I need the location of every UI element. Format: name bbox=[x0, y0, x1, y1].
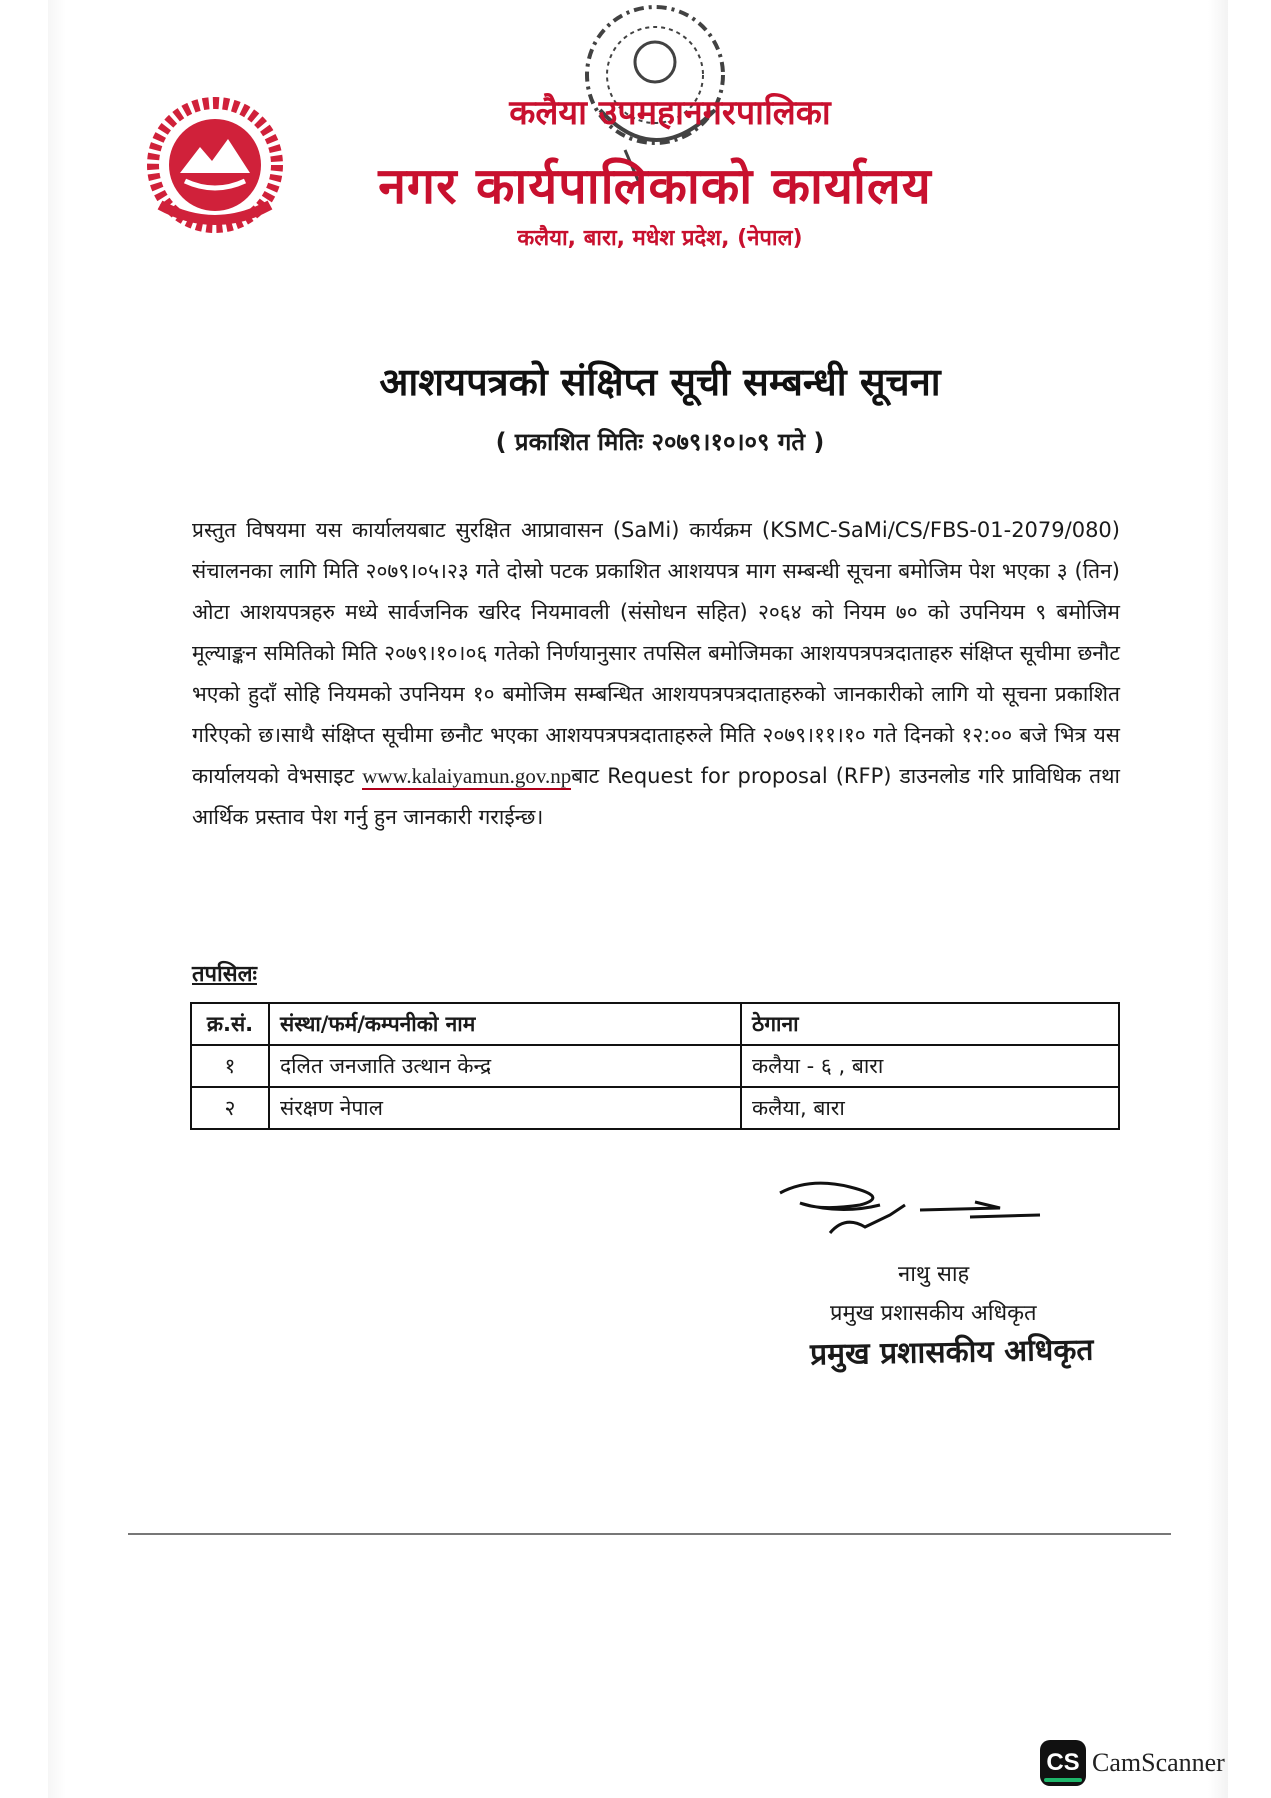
signer-name: नाथु साह bbox=[898, 1262, 970, 1287]
table-header-row bbox=[191, 1003, 1119, 1045]
camscanner-logo-icon: CS bbox=[1040, 1740, 1086, 1786]
body-text-part2: बाट Request for proposal (RFP) डाउनलोड गरि प्राविधिक तथा आर्थिक प्रस्ताव पेश गर्नु हुन जानकारी गराईन्छ। bbox=[192, 764, 1120, 829]
website-link[interactable]: www.kalaiyamun.gov.np bbox=[362, 764, 572, 788]
camscanner-watermark bbox=[1040, 1740, 1225, 1786]
municipality-name: कलैया उपमहानगरपालिका bbox=[509, 93, 831, 133]
government-emblem-icon bbox=[140, 95, 290, 235]
details-heading: तपसिलः bbox=[192, 962, 257, 987]
cell-address: कलैया, बारा bbox=[741, 1087, 1119, 1129]
notice-body bbox=[192, 510, 1120, 838]
notice-title: आशयपत्रको संक्षिप्त सूची सम्बन्धी सूचना bbox=[379, 360, 941, 404]
published-date: ( प्रकाशित मितिः २०७९।१०।०९ गते ) bbox=[495, 428, 825, 456]
office-name: नगर कार्यपालिकाको कार्यालय bbox=[378, 157, 932, 215]
cell-address: कलैया - ६ , बारा bbox=[741, 1045, 1119, 1087]
table-row bbox=[191, 1087, 1119, 1129]
signer-title-stamp: प्रमुख प्रशासकीय अधिकृत bbox=[809, 1332, 1094, 1373]
cell-sn: २ bbox=[191, 1087, 269, 1129]
column-header-address: ठेगाना bbox=[741, 1003, 1119, 1045]
shortlist-table bbox=[190, 1002, 1120, 1130]
cell-name: संरक्षण नेपाल bbox=[269, 1087, 741, 1129]
handwritten-signature bbox=[770, 1175, 1050, 1245]
cell-sn: १ bbox=[191, 1045, 269, 1087]
signer-title: प्रमुख प्रशासकीय अधिकृत bbox=[830, 1301, 1037, 1326]
column-header-sn: क्र.सं. bbox=[191, 1003, 269, 1045]
table-row bbox=[191, 1045, 1119, 1087]
body-text-part1: प्रस्तुत विषयमा यस कार्यालयबाट सुरक्षित आप्रावासन (SaMi) कार्यक्रम (KSMC-SaMi/CS/FBS-01-2079/080) संचालनका लागि मिति २०७९।०५।२३ गते दोस्रो पटक प्रकाशित आशयपत्र माग सम्बन्धी सूचना बमोजिम पेश भएका ३ (तिन) ओटा आशयपत्रहरु मध्ये सार्वजनिक खरिद नियमावली (संसोधन सहित) २०६४ को नियम ७० को उपनियम ९ बमोजिम मूल्याङ्कन समितिको मिति २०७९।१०।०६ गतेको निर्णयानुसार तपसिल बमोजिमका आशयपत्रपत्रदाताहरु संक्षिप्त सूचीमा छनौट भएको हुदाँ सोहि नियमको उपनियम १० बमोजिम सम्बन्धित आशयपत्रपत्रदाताहरुको जानकारीको लागि यो सूचना प्रकाशित गरिएको छ।साथै संक्षिप्त सूचीमा छनौट भएका आशयपत्रपत्रदाताहरुले मिति २०७९।११।१० गते दिनको १२:०० बजे भित्र यस कार्यालयको वेभसाइट bbox=[192, 518, 1120, 788]
footer-divider bbox=[128, 1533, 1171, 1535]
camscanner-label: CamScanner bbox=[1092, 1748, 1225, 1777]
cell-name: दलित जनजाति उत्थान केन्द्र bbox=[269, 1045, 741, 1087]
office-address: कलैया, बारा, मधेश प्रदेश, (नेपाल) bbox=[517, 226, 803, 251]
document-page bbox=[48, 0, 1228, 1798]
column-header-name: संस्था/फर्म/कम्पनीको नाम bbox=[269, 1003, 741, 1045]
